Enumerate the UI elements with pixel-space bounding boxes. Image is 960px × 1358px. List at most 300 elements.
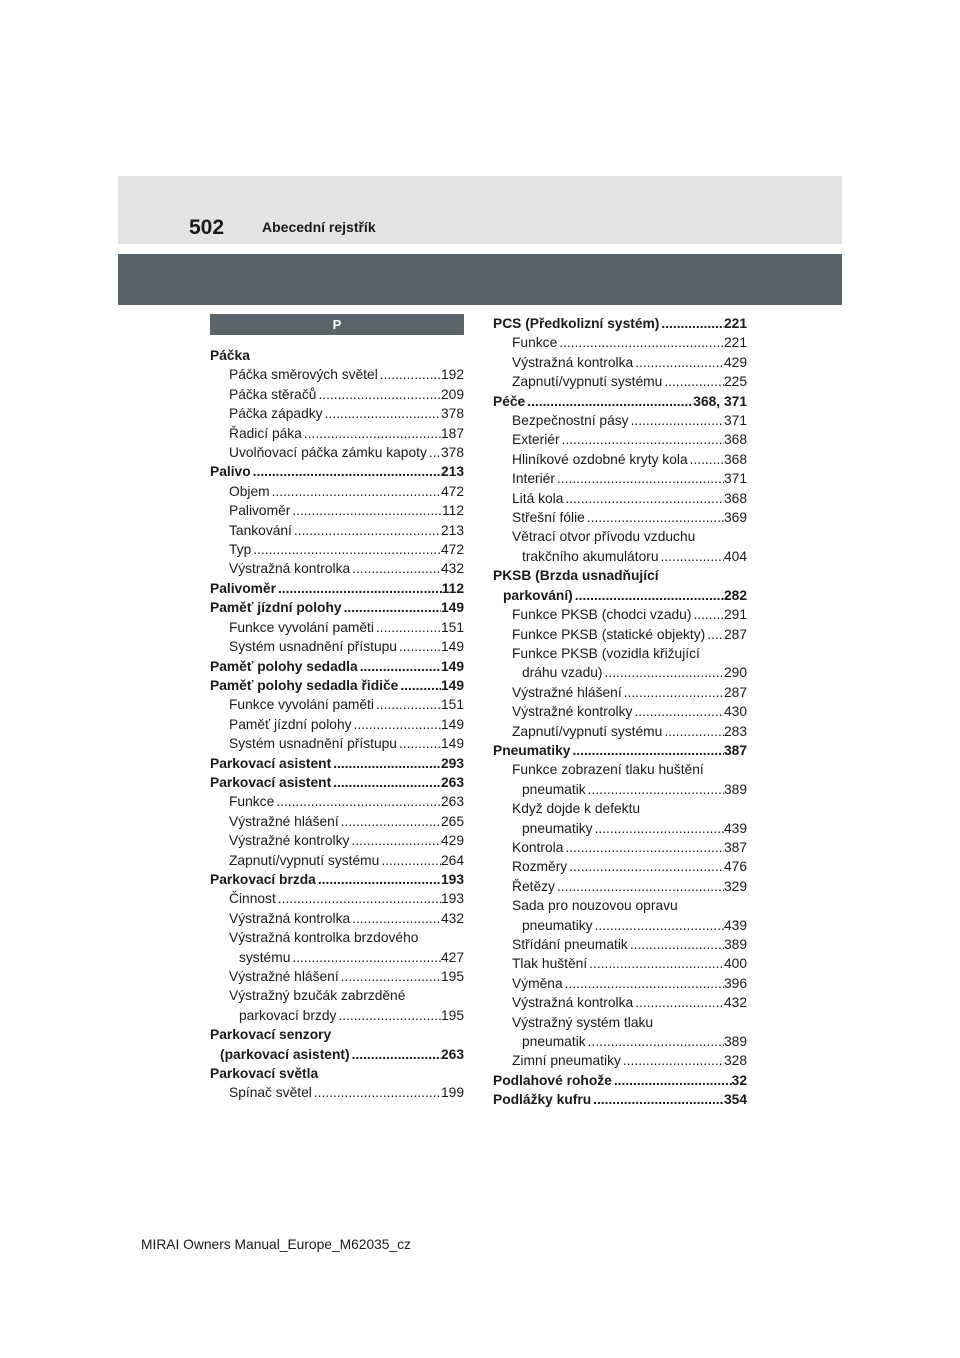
index-entry (210, 1083, 464, 1102)
dot-leader (555, 469, 724, 488)
index-entry (210, 404, 464, 423)
index-page-ref[interactable]: 368 (723, 432, 747, 448)
index-entry (493, 877, 747, 896)
index-entry (493, 508, 747, 527)
index-entry (493, 1071, 747, 1090)
index-term: Podlahové rohože (493, 1072, 612, 1088)
index-entry (210, 948, 464, 967)
index-page-ref[interactable]: 293 (440, 755, 464, 771)
dot-leader (622, 683, 724, 702)
index-page-ref[interactable]: 389 (723, 781, 747, 797)
index-page-ref[interactable]: 439 (723, 820, 747, 836)
index-term: Výstražná kontrolka (229, 561, 351, 577)
index-term: Podlážky kufru (493, 1092, 592, 1108)
index-entry (493, 469, 747, 488)
index-term: Střídání pneumatik (512, 937, 628, 952)
dot-leader (379, 851, 441, 870)
index-entry (210, 909, 464, 928)
index-term: Parkovací senzory (210, 1027, 332, 1043)
dot-leader (662, 372, 724, 391)
index-page-ref[interactable]: 439 (723, 917, 747, 933)
index-page-ref[interactable]: 378 (440, 406, 464, 422)
index-page-ref[interactable]: 354 (723, 1092, 747, 1108)
index-entry (493, 974, 747, 993)
index-list-right (493, 314, 747, 1110)
header-dark-band (118, 254, 842, 305)
index-entry (210, 715, 464, 734)
index-term: dráhu vzadu) (522, 665, 603, 681)
index-term: pneumatik (522, 781, 586, 797)
index-term: Střešní fólie (512, 510, 585, 526)
index-page-ref[interactable]: 371 (723, 413, 747, 429)
index-page-ref[interactable]: 329 (723, 878, 747, 894)
index-term: Činnost (229, 891, 276, 907)
index-term: Systém usnadnění přístupu (229, 736, 397, 752)
index-entry (210, 1045, 464, 1064)
dot-leader (398, 676, 441, 695)
index-entry (493, 1090, 747, 1109)
index-entry (210, 831, 464, 850)
index-term: pneumatik (522, 1034, 586, 1050)
index-entry (210, 986, 464, 1005)
dot-leader (350, 559, 441, 578)
dot-leader (290, 501, 442, 520)
index-entry (493, 644, 747, 663)
index-term: Funkce zobrazení tlaku huštění (512, 762, 704, 778)
index-page-ref[interactable]: 149 (440, 716, 464, 732)
index-term: Parkovací brzda (210, 871, 316, 887)
index-page-ref[interactable]: 32 (731, 1072, 747, 1088)
dot-leader (374, 618, 441, 637)
index-entry (210, 618, 464, 637)
index-entry (210, 579, 464, 598)
index-entry (210, 851, 464, 870)
dot-leader (621, 1051, 724, 1070)
index-term: Tlak huštění (512, 956, 588, 972)
index-term: Výstražné hlášení (229, 969, 339, 984)
index-term: Zapnutí/vypnutí systému (512, 723, 663, 739)
index-page-ref[interactable]: 400 (723, 956, 747, 972)
index-entry (210, 695, 464, 714)
index-column-right (493, 314, 747, 1110)
index-column-left (210, 314, 464, 1103)
dot-leader (331, 754, 441, 773)
index-entry (210, 385, 464, 404)
dot-leader (316, 385, 441, 404)
index-page-ref[interactable]: 387 (723, 839, 747, 855)
index-entry (493, 1051, 747, 1070)
index-entry (210, 346, 464, 365)
dot-leader (555, 877, 724, 896)
index-entry (493, 741, 747, 760)
index-term: Sada pro nouzovou opravu (512, 898, 678, 914)
dot-leader (587, 954, 724, 973)
index-entry (493, 722, 747, 741)
index-page-ref[interactable]: 225 (723, 374, 747, 390)
index-page-ref[interactable]: 187 (440, 425, 464, 441)
dot-leader (585, 508, 724, 527)
dot-leader (593, 819, 724, 838)
dot-leader (342, 598, 441, 617)
index-entry (210, 1025, 464, 1044)
index-term: Páčka západky (229, 406, 323, 422)
index-term: Funkce (229, 794, 275, 810)
index-term: Objem (229, 483, 270, 499)
dot-leader (302, 424, 441, 443)
index-page-ref[interactable]: 328 (723, 1053, 747, 1069)
index-page-ref[interactable]: 291 (723, 607, 747, 623)
dot-leader (662, 722, 724, 741)
dot-leader (560, 430, 724, 449)
index-page-ref[interactable]: 282 (723, 587, 747, 603)
index-term: pneumatiky (522, 820, 593, 836)
dot-leader (632, 702, 724, 721)
index-term: Funkce (512, 335, 558, 351)
index-term: Zapnutí/vypnutí systému (512, 374, 663, 390)
index-term: Zimní pneumatiky (512, 1053, 621, 1069)
index-term: Paměť jízdní polohy (210, 600, 342, 616)
letter-heading: P (210, 314, 464, 335)
index-page-ref[interactable]: 151 (440, 619, 464, 635)
dot-leader (397, 637, 441, 656)
index-entry (210, 773, 464, 792)
dot-leader (374, 695, 441, 714)
dot-leader (612, 1071, 732, 1090)
index-page-ref[interactable]: 149 (440, 736, 464, 752)
index-term: Litá kola (512, 490, 564, 506)
dot-leader (563, 489, 724, 508)
index-term: parkování) (503, 587, 573, 603)
index-term: Když dojde k defektu (512, 801, 641, 817)
index-page-ref[interactable]: 263 (440, 794, 464, 810)
dot-leader (629, 411, 724, 430)
dot-leader (591, 1090, 724, 1109)
index-entry (493, 527, 747, 546)
index-entry (210, 870, 464, 889)
index-page-ref[interactable]: 195 (440, 1007, 464, 1023)
index-term: Výstražná kontrolka (512, 995, 634, 1011)
index-term: pneumatiky (522, 917, 593, 933)
index-page-ref[interactable]: 429 (440, 833, 464, 849)
index-page-ref[interactable]: 432 (440, 910, 464, 926)
index-term: parkovací brzdy (239, 1007, 337, 1023)
dot-leader (586, 780, 724, 799)
index-entry (493, 605, 747, 624)
dot-leader (659, 547, 724, 566)
index-term: trakčního akumulátoru (522, 548, 659, 564)
dot-leader (427, 443, 441, 462)
index-entry (493, 935, 747, 954)
index-term: Tankování (229, 522, 292, 538)
dot-leader (525, 392, 693, 411)
dot-leader (292, 521, 441, 540)
index-term: Výstražná kontrolka (512, 354, 634, 370)
index-entry (210, 598, 464, 617)
index-term: Funkce vyvolání paměti (229, 697, 374, 713)
index-term: Výstražné kontrolky (512, 704, 633, 720)
index-entry (210, 734, 464, 753)
index-term: Výstražné kontrolky (229, 833, 350, 849)
dot-leader (570, 741, 724, 760)
dot-leader (312, 1083, 441, 1102)
index-entry (493, 683, 747, 702)
index-term: Paměť polohy sedadla (210, 658, 358, 674)
index-entry (493, 760, 747, 779)
dot-leader (691, 605, 724, 624)
dot-leader (276, 889, 441, 908)
index-term: Parkovací asistent (210, 755, 332, 771)
header-band (118, 176, 842, 244)
index-page-ref[interactable]: 213 (440, 464, 464, 480)
index-term: Uvolňovací páčka zámku kapoty (229, 445, 427, 461)
index-page-ref[interactable]: 430 (723, 704, 747, 720)
index-term: Výstražná kontrolka (229, 910, 351, 926)
index-page-ref[interactable]: 213 (440, 522, 464, 538)
index-entry (493, 838, 747, 857)
index-entry (493, 819, 747, 838)
index-entry (493, 353, 747, 372)
index-page-ref[interactable]: 149 (440, 600, 464, 616)
index-term: Parkovací asistent (210, 774, 332, 790)
index-page-ref[interactable]: 112 (441, 580, 464, 596)
index-term: Typ (229, 542, 252, 558)
dot-leader (350, 1045, 441, 1064)
index-entry (493, 586, 747, 605)
index-term: PCS (Předkolizní systém) (493, 316, 660, 331)
index-entry (210, 482, 464, 501)
index-page-ref[interactable]: 476 (723, 859, 747, 875)
index-term: Hliníkové ozdobné kryty kola (512, 451, 688, 467)
index-entry (493, 799, 747, 818)
dot-leader (603, 663, 724, 682)
index-page-ref[interactable]: 112 (442, 503, 464, 519)
dot-leader (290, 948, 441, 967)
index-entry (493, 857, 747, 876)
index-page-ref[interactable]: 432 (723, 995, 747, 1011)
index-term: Interiér (512, 471, 555, 487)
index-entry (493, 1013, 747, 1032)
index-term: Parkovací světla (210, 1066, 319, 1082)
index-term: Paměť jízdní polohy (229, 716, 352, 732)
index-entry (493, 954, 747, 973)
dot-leader (352, 715, 441, 734)
index-entry (210, 540, 464, 559)
index-entry (210, 967, 464, 986)
dot-leader (339, 812, 441, 831)
index-entry (493, 663, 747, 682)
index-page-ref[interactable]: 472 (440, 483, 464, 499)
index-page-ref[interactable]: 287 (723, 684, 747, 700)
index-entry (493, 916, 747, 935)
dot-leader (688, 450, 724, 469)
index-entry (210, 676, 464, 695)
index-entry (210, 754, 464, 773)
dot-leader (251, 540, 441, 559)
index-entry (493, 702, 747, 721)
dot-leader (350, 909, 441, 928)
index-page-ref[interactable]: 209 (440, 386, 464, 402)
index-entry (210, 637, 464, 656)
index-page-ref[interactable]: 287 (723, 626, 747, 642)
dot-leader (358, 657, 441, 676)
index-entry (493, 333, 747, 352)
section-title: Abecední rejstřík (262, 219, 376, 235)
index-term: Výměna (512, 975, 563, 991)
index-entry (493, 411, 747, 430)
index-page-ref[interactable]: 432 (440, 561, 464, 577)
index-entry (493, 372, 747, 391)
index-page-ref[interactable]: 221 (723, 316, 747, 331)
index-entry (493, 993, 747, 1012)
dot-leader (567, 857, 724, 876)
index-page-ref[interactable]: 378 (440, 445, 464, 461)
index-term: Kontrola (512, 839, 564, 855)
index-entry (493, 547, 747, 566)
index-entry (210, 1064, 464, 1083)
index-entry (493, 450, 747, 469)
index-entry (210, 424, 464, 443)
index-term: Palivoměr (210, 580, 276, 596)
index-entry (210, 792, 464, 811)
index-term: Spínač světel (229, 1085, 312, 1101)
index-term: Výstražný systém tlaku (512, 1014, 654, 1030)
index-page-ref[interactable]: 149 (440, 658, 464, 674)
dot-leader (331, 773, 441, 792)
index-entry (210, 657, 464, 676)
index-term: Řadicí páka (229, 425, 302, 441)
index-entry (210, 812, 464, 831)
index-term: Systém usnadnění přístupu (229, 639, 397, 655)
index-page-ref[interactable]: 263 (440, 1046, 464, 1062)
index-term: Výstražné hlášení (229, 813, 339, 829)
dot-leader (633, 993, 724, 1012)
index-term: Páčka stěračů (229, 386, 317, 402)
index-entry (210, 1006, 464, 1025)
dot-leader (659, 314, 724, 333)
dot-leader (323, 404, 441, 423)
dot-leader (563, 974, 724, 993)
index-term: Páčka směrových světel (229, 367, 378, 383)
index-term: PKSB (Brzda usnadňující (493, 568, 659, 584)
index-term: Paměť polohy sedadla řidiče (210, 677, 399, 693)
index-page-ref[interactable]: 404 (723, 548, 747, 564)
index-page-ref[interactable]: 151 (440, 697, 464, 713)
index-page-ref[interactable]: 368 (723, 451, 747, 467)
index-term: Palivo (210, 464, 251, 480)
index-term: Bezpečnostní pásy (512, 413, 629, 429)
index-term: Výstražné hlášení (512, 684, 622, 700)
index-page-ref[interactable]: 192 (440, 367, 464, 383)
index-term: Funkce PKSB (vozidla křižující (512, 645, 700, 661)
index-page-ref[interactable]: 429 (723, 354, 747, 370)
index-page-ref[interactable]: 389 (723, 1034, 747, 1050)
dot-leader (276, 579, 442, 598)
dot-leader (339, 967, 441, 986)
index-page-ref[interactable]: 193 (440, 871, 464, 887)
index-page-ref[interactable]: 427 (440, 949, 464, 965)
dot-leader (628, 935, 724, 954)
dot-leader (563, 838, 724, 857)
index-page-ref[interactable]: 199 (440, 1085, 464, 1101)
index-page-ref[interactable]: 283 (723, 723, 747, 739)
dot-leader (705, 625, 724, 644)
page-number: 502 (189, 216, 225, 239)
dot-leader (378, 365, 441, 384)
index-entry (493, 625, 747, 644)
index-term: Palivoměr (229, 503, 291, 519)
index-term: Funkce PKSB (statické objekty) (512, 626, 706, 642)
index-page-ref[interactable]: 472 (440, 542, 464, 558)
index-page-ref[interactable]: 193 (440, 891, 464, 907)
index-entry (210, 521, 464, 540)
dot-leader (397, 734, 441, 753)
index-page-ref[interactable]: 221 (723, 335, 747, 351)
index-page-ref[interactable]: 149 (440, 677, 464, 693)
index-entry (210, 462, 464, 481)
index-term: Funkce vyvolání paměti (229, 619, 374, 635)
dot-leader (274, 792, 441, 811)
dot-leader (336, 1006, 441, 1025)
index-page-ref[interactable]: 387 (723, 742, 747, 758)
index-entry (210, 928, 464, 947)
dot-leader (593, 916, 724, 935)
index-page-ref[interactable]: 369 (723, 510, 747, 526)
index-term: Výstražná kontrolka brzdového (229, 930, 419, 946)
index-entry (210, 559, 464, 578)
index-term: systému (239, 949, 291, 965)
index-entry (493, 392, 747, 411)
index-page-ref[interactable]: 264 (440, 852, 464, 868)
index-page-ref[interactable]: 263 (440, 774, 464, 790)
dot-leader (251, 462, 441, 481)
index-term: Exteriér (512, 432, 560, 448)
dot-leader (316, 870, 441, 889)
index-entry (493, 489, 747, 508)
index-page-ref[interactable]: 368, 371 (693, 393, 747, 409)
dot-leader (557, 333, 724, 352)
dot-leader (586, 1032, 724, 1051)
dot-leader (349, 831, 441, 850)
index-entry (210, 889, 464, 908)
footer-manual-id: MIRAI Owners Manual_Europe_M62035_cz (141, 1237, 411, 1252)
dot-leader (573, 586, 724, 605)
index-page-ref[interactable]: 149 (440, 639, 464, 655)
dot-leader (633, 353, 724, 372)
index-entry (210, 501, 464, 520)
index-term: Funkce PKSB (chodci vzadu) (512, 607, 692, 623)
index-page-ref[interactable]: 389 (723, 937, 747, 952)
index-entry (493, 1032, 747, 1051)
index-term: (parkovací asistent) (220, 1046, 350, 1062)
index-term: Pneumatiky (493, 742, 571, 758)
index-term: Řetězy (512, 878, 555, 894)
dot-leader (270, 482, 441, 501)
index-entry (493, 430, 747, 449)
index-page-ref[interactable]: 396 (723, 975, 747, 991)
index-page-ref[interactable]: 371 (723, 471, 747, 487)
index-entry (493, 566, 747, 585)
index-term: Zapnutí/vypnutí systému (229, 852, 380, 868)
index-page-ref[interactable]: 290 (723, 665, 747, 681)
index-page-ref[interactable]: 368 (723, 490, 747, 506)
index-term: Větrací otvor přívodu vzduchu (512, 529, 696, 545)
index-list-left (210, 346, 464, 1103)
index-term: Rozměry (512, 859, 568, 875)
index-page-ref[interactable]: 265 (440, 813, 464, 829)
index-entry (493, 896, 747, 915)
index-page-ref[interactable]: 195 (440, 969, 464, 984)
index-term: Páčka (210, 348, 250, 363)
